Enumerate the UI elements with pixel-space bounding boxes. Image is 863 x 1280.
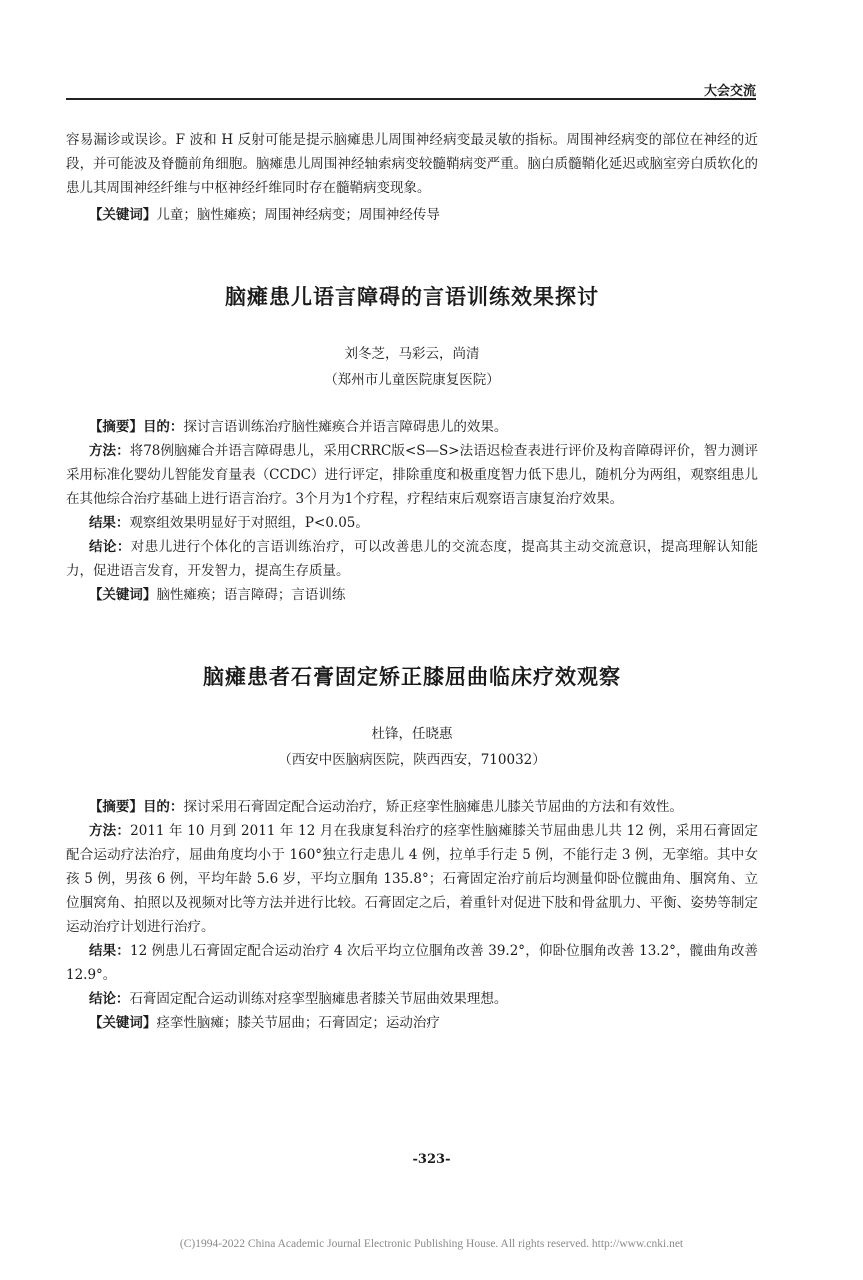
methods-text: 2011 年 10 月到 2011 年 12 月在我康复科治疗的痉挛性脑瘫膝关节屈曲患儿共 12 例，采用石膏固定配合运动疗法治疗，屈曲角度均小于 160°独立行走患儿 4 例，拉单手行走 5 例，不能行走 3 例，无挛缩。其中女孩 5 例，男孩 6 例，平均年龄 5.6 岁，平均立腘角 135.8°；石膏固定治疗前后均测量仰卧位髋曲角、腘窝角、立位腘窝角、拍照以及视频对比等方法并进行比较。石膏固定之后，着重针对促进下肢和骨盆肌力、平衡、姿势等制定运动治疗计划进行治疗。 — [66, 823, 758, 935]
objective-text: 探讨言语训练治疗脑性瘫痪合并语言障碍患儿的效果。 — [183, 419, 508, 435]
article-speech-training — [66, 281, 758, 607]
article-title: 脑瘫患儿语言障碍的言语训练效果探讨 — [225, 284, 599, 309]
methods-text: 将78例脑瘫合并语言障碍患儿，采用CRRC版<S—S>法语迟检查表进行评价及构音障碍评价，智力测评采用标准化婴幼儿智能发育量表（CCDC）进行评定，排除重度和极重度智力低下患儿，随机分为两组，观察组患儿在其他综合治疗基础上进行语言治疗。3个月为1个疗程，疗程结束后观察语言康复治疗效果。 — [66, 443, 758, 507]
conclusion-text: 石膏固定配合运动训练对痉挛型脑瘫患者膝关节屈曲效果理想。 — [129, 991, 508, 1007]
abstract-results — [66, 511, 758, 535]
article-keywords — [66, 583, 758, 607]
article-abstract — [66, 795, 758, 1035]
running-header-section: 大会交流 — [703, 84, 756, 99]
copyright-notice: (C)1994-2022 China Academic Journal Electronic Publishing House. All rights reserved. http://www.cnki.net — [179, 1238, 684, 1250]
results-label: 结果： — [88, 943, 130, 959]
keywords-label: 【关键词】 — [88, 207, 157, 223]
results-label: 结果： — [88, 515, 130, 531]
conclusion-text: 对患儿进行个体化的言语训练治疗，可以改善患儿的交流态度，提高其主动交流意识，提高理解认知能力，促进语言发育，开发智力，提高生存质量。 — [66, 539, 759, 579]
methods-label: 方法： — [88, 823, 131, 839]
results-text: 观察组效果明显好于对照组，P<0.05。 — [129, 515, 369, 531]
previous-keywords — [66, 203, 758, 227]
article-cast-knee-flexion — [66, 661, 758, 1035]
article-affiliation: （西安中医脑病医院，陕西西安，710032） — [278, 752, 546, 768]
keywords-text: 痉挛性脑瘫；膝关节屈曲；石膏固定；运动治疗 — [156, 1015, 440, 1031]
keywords-label: 【关键词】 — [88, 1015, 157, 1031]
conclusion-label: 结论： — [88, 539, 131, 555]
continuation-paragraph: 容易漏诊或误诊。F 波和 H 反射可能是提示脑瘫患儿周围神经病变最灵敏的指标。周围神经病变的部位在神经的近段，并可能波及脊髓前角细胞。脑瘫患儿周围神经轴索病变较髓鞘病变严重。脑白质髓鞘化延迟或脑室旁白质软化的患儿其周围神经纤维与中枢神经纤维同时存在髓鞘病变现象。 — [66, 132, 758, 196]
page-number: -323- — [412, 1152, 451, 1167]
objective-label: 目的： — [142, 799, 184, 815]
abstract-methods — [66, 439, 758, 511]
article-title: 脑瘫患者石膏固定矫正膝屈曲临床疗效观察 — [203, 664, 621, 689]
previous-article-tail — [66, 128, 758, 227]
objective-label: 目的： — [142, 419, 184, 435]
keywords-text: 儿童；脑性瘫痪；周围神经病变；周围神经传导 — [156, 207, 440, 223]
abstract-results — [66, 939, 758, 987]
keywords-text: 脑性瘫痪；语言障碍；言语训练 — [156, 587, 346, 603]
article-affiliation: （郑州市儿童医院康复医院） — [324, 372, 500, 388]
abstract-conclusion — [66, 987, 758, 1011]
article-abstract — [66, 415, 758, 607]
methods-label: 方法： — [88, 443, 130, 459]
abstract-label: 【摘要】 — [88, 419, 143, 435]
keywords-label: 【关键词】 — [88, 587, 157, 603]
article-authors: 刘冬芝，马彩云，尚清 — [344, 346, 480, 362]
header-rule — [66, 98, 756, 100]
abstract-label: 【摘要】 — [88, 799, 143, 815]
page-body — [66, 128, 758, 1035]
abstract-objective — [66, 795, 758, 819]
conclusion-label: 结论： — [88, 991, 130, 1007]
article-keywords — [66, 1011, 758, 1035]
abstract-methods — [66, 819, 758, 939]
results-text: 12 例患儿石膏固定配合运动治疗 4 次后平均立位腘角改善 39.2°，仰卧位腘角改善 13.2°，髋曲角改善 12.9°。 — [66, 943, 759, 983]
objective-text: 探讨采用石膏固定配合运动治疗，矫正痉挛性脑瘫患儿膝关节屈曲的方法和有效性。 — [183, 799, 683, 815]
abstract-objective — [66, 415, 758, 439]
article-authors: 杜锋，任晓惠 — [371, 726, 453, 742]
abstract-conclusion — [66, 535, 758, 583]
